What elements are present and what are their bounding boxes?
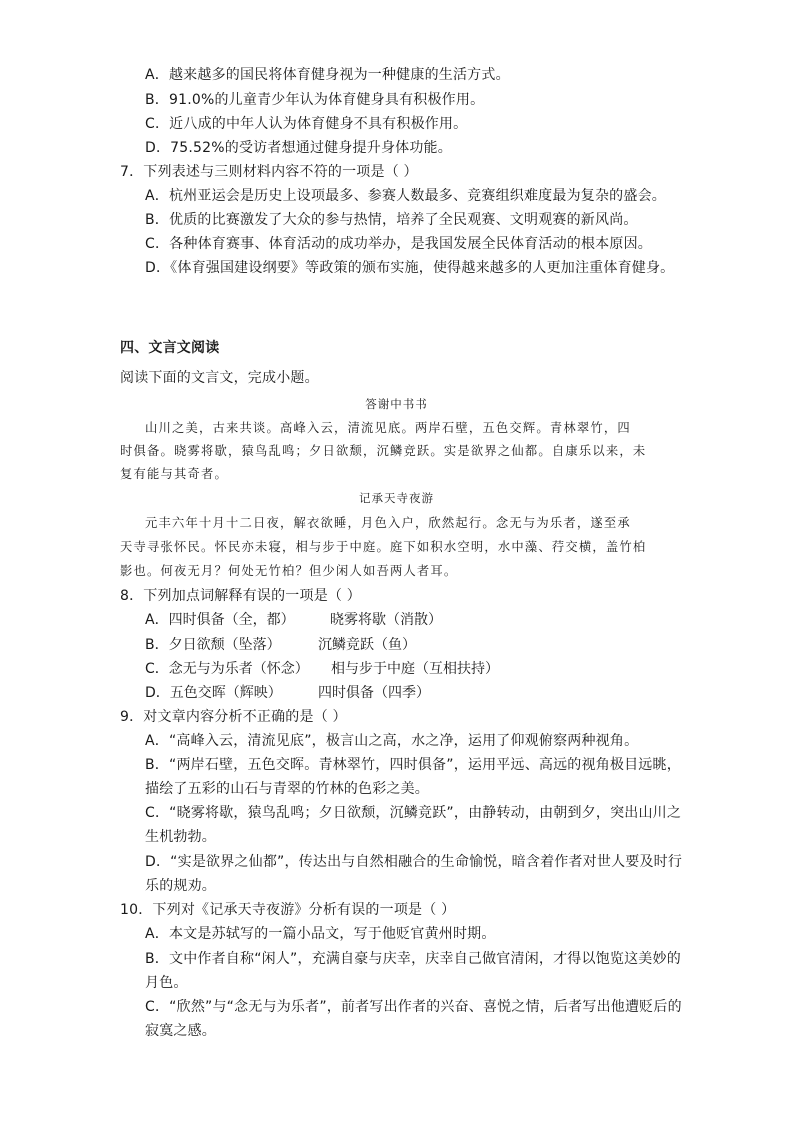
q7-stem: 7．下列表述与三则材料内容不符的一项是（ ） <box>120 164 418 180</box>
q8-option-c-pair: 相与步于中庭（互相扶持） <box>331 661 499 677</box>
passage2-line: 天寺寻张怀民。怀民亦未寝，相与步于中庭。庭下如积水空明，水中藻、荇交横，盖竹柏 <box>120 540 647 554</box>
q10-stem: 10．下列对《记承天寺夜游》分析有误的一项是（ ） <box>120 902 456 918</box>
q6-option-b: B．91.0%的儿童青少年认为体育健身具有积极作用。 <box>145 92 485 108</box>
q8-option-b-pair: 沉鳞竞跃（鱼） <box>318 637 416 653</box>
q9-option-c-cont: 生机勃勃。 <box>145 829 216 845</box>
q6-option-c: C．近八成的中年人认为体育健身不具有积极作用。 <box>145 116 468 132</box>
q7-option-c: C．各种体育赛事、体育活动的成功举办，是我国发展全民体育活动的根本原因。 <box>145 236 652 252</box>
passage2-line: 影也。何夜无月？何处无竹柏？但少闲人如吾两人者耳。 <box>120 564 458 578</box>
q9-stem: 9．对文章内容分析不正确的是（ ） <box>120 709 347 725</box>
q9-option-d-cont: 乐的规劝。 <box>145 878 216 894</box>
q9-option-b: B．“两岸石壁，五色交晖。青林翠竹，四时俱备”，运用平远、高远的视角极目远眺， <box>145 757 681 773</box>
q7-option-b: B．优质的比赛激发了大众的参与热情，培养了全民观赛、文明观赛的新风尚。 <box>145 212 638 228</box>
q10-option-b-cont: 月色。 <box>145 975 188 991</box>
passage1-line: 山川之美，古来共谈。高峰入云，清流见底。两岸石壁，五色交辉。青林翠竹，四 <box>145 421 631 435</box>
q8-option-d-pair: 四时俱备（四季） <box>318 685 430 701</box>
q6-option-d: D．75.52%的受访者想通过健身提升身体功能。 <box>145 140 452 156</box>
passage1-line: 复有能与其奇者。 <box>120 467 228 481</box>
q9-option-c: C．“晓雾将歇，猿鸟乱鸣；夕日欲颓，沉鳞竞跃”，由静转动，由朝到夕，突出山川之 <box>145 805 682 821</box>
q9-option-b-cont: 描绘了五彩的山石与青翠的竹林的色彩之美。 <box>145 781 429 797</box>
q10-option-c-cont: 寂寞之感。 <box>145 1023 216 1039</box>
q8-option-d: D．五色交晖（辉映） <box>145 685 282 701</box>
q8-option-a: A．四时俱备（全，都） <box>145 612 295 628</box>
passage1-title: 答谢中书书 <box>365 397 428 411</box>
section-heading: 四、文言文阅读 <box>120 340 220 356</box>
q10-option-a: A．本文是苏轼写的一篇小品文，写于他贬官黄州时期。 <box>145 926 496 942</box>
passage1-line: 时俱备。晓雾将歇，猿鸟乱鸣；夕日欲颓，沉鳞竞跃。实是欲界之仙都。自康乐以来，未 <box>120 444 647 458</box>
q8-option-b: B．夕日欲颓（坠落） <box>145 637 281 653</box>
passage2-line: 元丰六年十月十二日夜，解衣欲睡，月色入户，欣然起行。念无与为乐者，遂至承 <box>145 516 631 530</box>
passage2-title: 记承天寺夜游 <box>359 491 434 505</box>
q10-option-b: B．文中作者自称“闲人”，充满自豪与庆幸，庆幸自己做官清闲，才得以饱览这美妙的 <box>145 951 681 967</box>
q8-stem: 8．下列加点词解释有误的一项是（ ） <box>120 588 361 604</box>
q10-option-c: C．“欣然”与“念无与为乐者”，前者写出作者的兴奋、喜悦之情，后者写出他遭贬后的 <box>145 999 682 1015</box>
section-intro: 阅读下面的文言文，完成小题。 <box>120 370 319 386</box>
q9-option-a: A．“高峰入云，清流见底”，极言山之高，水之净，运用了仰观俯察两种视角。 <box>145 733 639 749</box>
q9-option-d: D．“实是欲界之仙都”，传达出与自然相融合的生命愉悦，暗含着作者对世人要及时行 <box>145 854 683 870</box>
q8-option-a-pair: 晓雾将歇（消散） <box>330 612 442 628</box>
q8-option-c: C．念无与为乐者（怀念） <box>145 661 309 677</box>
q7-option-d: D．《体育强国建设纲要》等政策的颁布实施，使得越来越多的人更加注重体育健身。 <box>145 260 675 276</box>
q7-option-a: A．杭州亚运会是历史上设项最多、参赛人数最多、竞赛组织难度最为复杂的盛会。 <box>145 188 666 204</box>
q6-option-a: A．越来越多的国民将体育健身视为一种健康的生活方式。 <box>145 67 510 83</box>
